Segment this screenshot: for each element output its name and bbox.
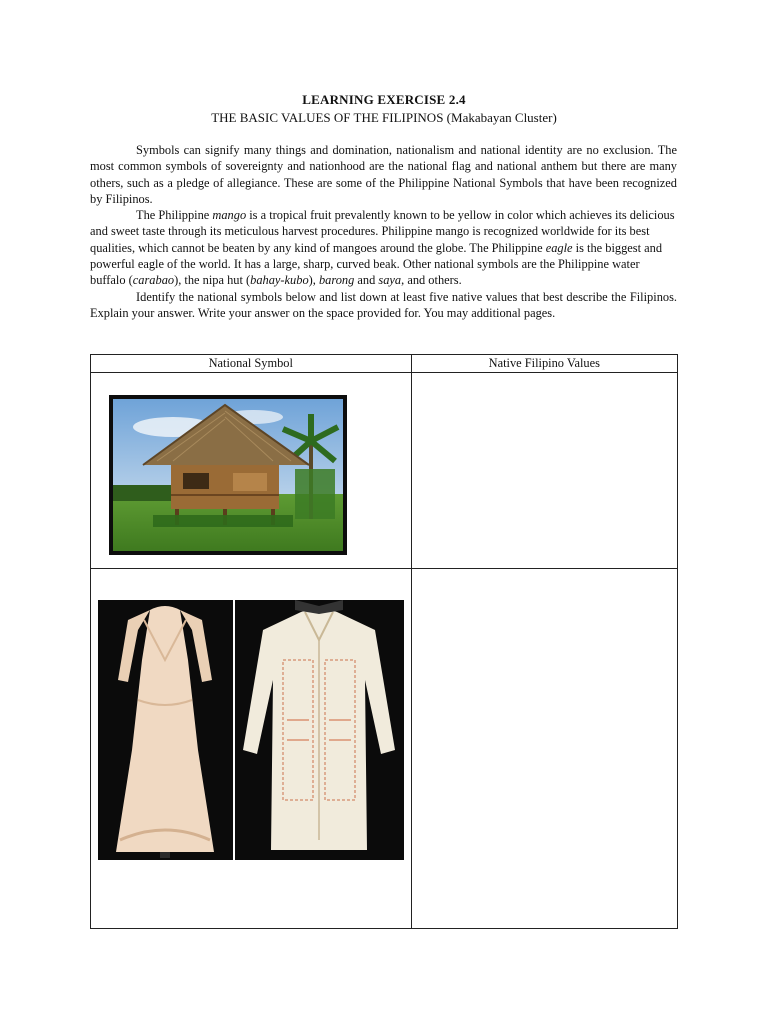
text-run: and — [354, 273, 379, 288]
table-row — [91, 373, 678, 569]
values-cell-barong-saya[interactable] — [411, 569, 677, 929]
term-bahay-kubo: bahay-kubo — [250, 273, 309, 288]
text-run: , and others. — [401, 273, 462, 288]
text-run: ), the nipa hut ( — [174, 273, 251, 288]
header-native-values: Native Filipino Values — [411, 355, 677, 373]
exercise-subtitle: THE BASIC VALUES OF THE FILIPINOS (Makabayan Cluster) — [211, 110, 557, 125]
saya-dress-image — [98, 600, 233, 860]
exercise-title: LEARNING EXERCISE 2.4 — [302, 92, 466, 107]
term-saya: saya — [378, 273, 402, 288]
symbol-cell-nipa-hut — [91, 373, 412, 569]
instructions-body — [90, 142, 677, 321]
values-cell-nipa-hut[interactable] — [411, 373, 677, 569]
nipa-hut-image — [109, 395, 347, 555]
paragraph-instructions: Identify the national symbols below and list down at least five native values that best describe the Filipinos. Explain your answer. Write your answer on the space provided for. You may additional pages. — [90, 289, 677, 320]
term-mango: mango — [212, 208, 247, 223]
table-header-row — [91, 355, 678, 373]
paragraph-mango-eagle — [90, 207, 677, 288]
header-national-symbol: National Symbol — [91, 355, 412, 373]
symbol-cell-barong-saya — [91, 569, 412, 929]
text-run: The Philippine — [136, 208, 213, 223]
term-eagle: eagle — [545, 240, 573, 255]
table-row — [91, 569, 678, 929]
symbols-values-table — [90, 354, 678, 929]
text-run: is the biggest and powerful eagle of the world. It has a large, sharp, curved beak. Other national symbols are the Philippine water buffalo ( — [90, 240, 663, 288]
term-barong: barong — [318, 273, 355, 288]
paragraph-symbols: Symbols can signify many things and domination, nationalism and national identity are no exclusion. The most common symbols of sovereignty and nationhood are the national flag and national anthem but there are many others, such as a pledge of allegiance. These are some of the Philippine National Symbols that have been recognized by Filipinos. — [90, 143, 677, 206]
text-run: ), — [308, 273, 319, 288]
barong-shirt-image — [235, 600, 404, 860]
text-run: is a tropical fruit prevalently known to be yellow in color which achieves its delicious and sweet taste through its meticulous harvest procedures. Philippine mango is recognized worldwide for its best qualities, which cannot be beaten by any kind of mangoes around the globe. The Philippine — [90, 208, 675, 255]
term-carabao: carabao — [132, 273, 175, 288]
